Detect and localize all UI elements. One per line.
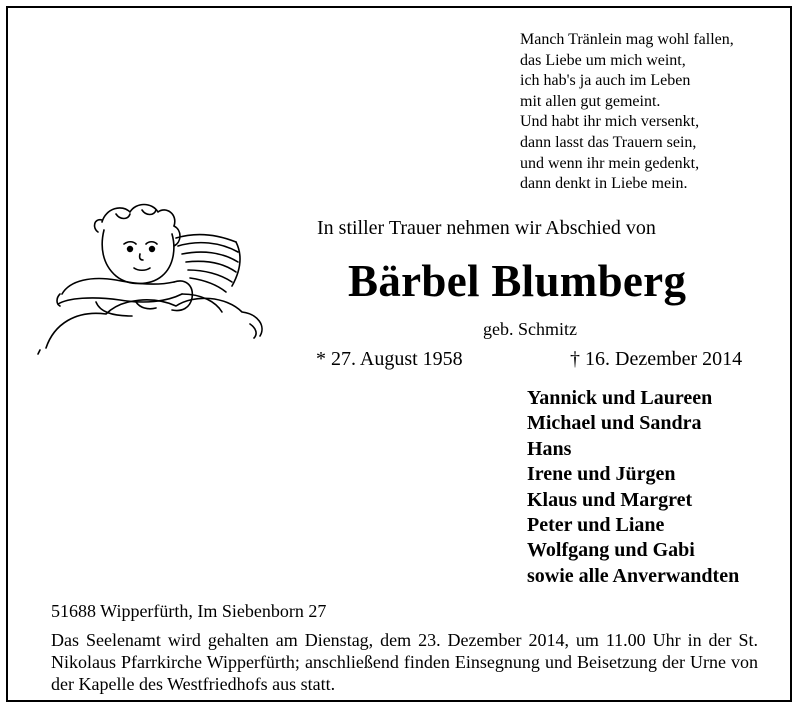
mourner-entry: Hans bbox=[527, 437, 572, 460]
deceased-name: Bärbel Blumberg bbox=[348, 256, 687, 306]
mourners-list bbox=[527, 386, 739, 589]
mourner-entry: Yannick und Laureen bbox=[527, 387, 713, 409]
maiden-name: geb. Schmitz bbox=[483, 319, 577, 339]
mourner-entry: Irene und Jürgen bbox=[527, 463, 676, 486]
birth-date: * 27. August 1958 bbox=[316, 348, 463, 370]
poem-line: das Liebe um mich weint, bbox=[520, 51, 686, 69]
poem-line: dann denkt in Liebe mein. bbox=[520, 175, 688, 193]
service-notice: Das Seelenamt wird gehalten am Dienstag, dem 23. Dezember 2014, um 11.00 Uhr in der St. Nikolaus Pfarrkirche Wipperfürth; anschließend finden Einsegnung und Beisetzung der Urne von der Kapelle des Westfriedhofs aus statt. bbox=[51, 630, 758, 694]
mourner-entry: Klaus und Margret bbox=[527, 488, 693, 511]
poem bbox=[520, 30, 734, 195]
mourner-entry: Michael und Sandra bbox=[527, 412, 702, 435]
death-date: † 16. Dezember 2014 bbox=[570, 348, 743, 370]
poem-line: ich hab's ja auch im Leben bbox=[520, 72, 691, 90]
poem-line: Und habt ihr mich versenkt, bbox=[520, 113, 700, 131]
poem-line: Manch Tränlein mag wohl fallen, bbox=[520, 31, 734, 48]
angel-cherub-icon bbox=[36, 198, 276, 358]
address: 51688 Wipperfürth, Im Siebenborn 27 bbox=[51, 601, 327, 621]
mourner-entry: sowie alle Anverwandten bbox=[527, 564, 740, 587]
intro-text: In stiller Trauer nehmen wir Abschied von bbox=[317, 217, 656, 239]
obituary-frame bbox=[6, 6, 792, 702]
poem-line: mit allen gut gemeint. bbox=[520, 92, 661, 110]
mourner-entry: Peter und Liane bbox=[527, 514, 665, 537]
poem-line: dann lasst das Trauern sein, bbox=[520, 133, 697, 151]
poem-line: und wenn ihr mein gedenkt, bbox=[520, 154, 700, 172]
mourner-entry: Wolfgang und Gabi bbox=[527, 539, 695, 562]
